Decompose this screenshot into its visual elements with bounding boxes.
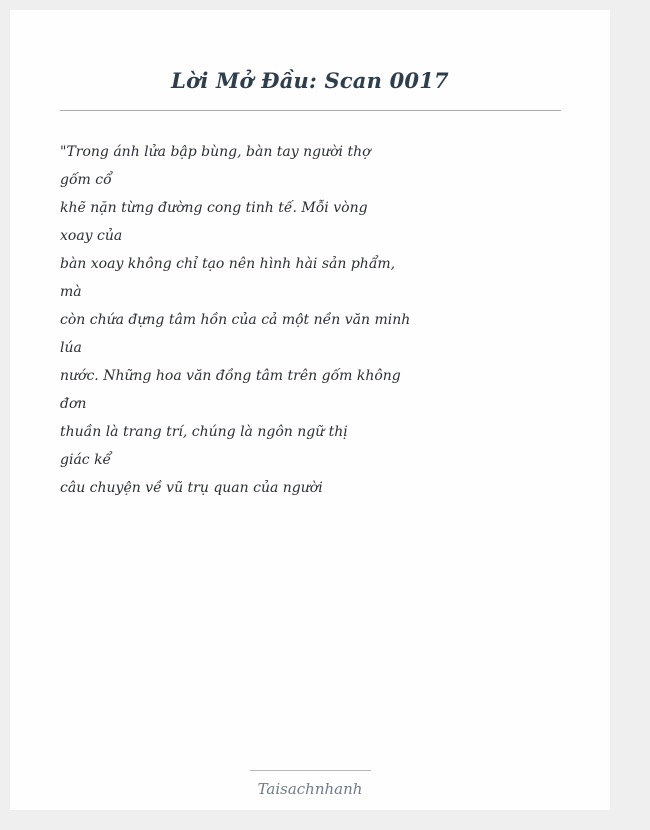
text-line: nước. Những hoa văn đồng tâm trên gốm không: [60, 368, 401, 384]
text-line: còn chứa đựng tâm hồn của cả một nền văn minh: [60, 312, 411, 328]
footer-divider: [250, 770, 371, 771]
footer-text: Taisachnhanh: [257, 780, 363, 798]
text-line: gốm cổ: [60, 172, 112, 188]
text-line: lúa: [60, 340, 82, 356]
page-title: Lời Mở Đầu: Scan 0017: [171, 68, 449, 93]
document-page: [10, 10, 610, 810]
text-line: mà: [60, 284, 82, 300]
text-line: câu chuyện về vũ trụ quan của người: [60, 480, 323, 496]
title-divider: [60, 110, 561, 111]
text-line: bàn xoay không chỉ tạo nên hình hài sản phẩm,: [60, 256, 396, 272]
text-line: giác kể: [60, 452, 112, 468]
text-line: "Trong ánh lửa bập bùng, bàn tay người thợ: [60, 144, 371, 160]
text-line: xoay của: [60, 228, 123, 244]
body-text: [60, 138, 411, 502]
text-line: thuần là trang trí, chúng là ngôn ngữ thị: [60, 424, 348, 440]
text-line: khẽ nặn từng đường cong tinh tế. Mỗi vòng: [60, 200, 368, 216]
text-line: đơn: [60, 396, 87, 412]
